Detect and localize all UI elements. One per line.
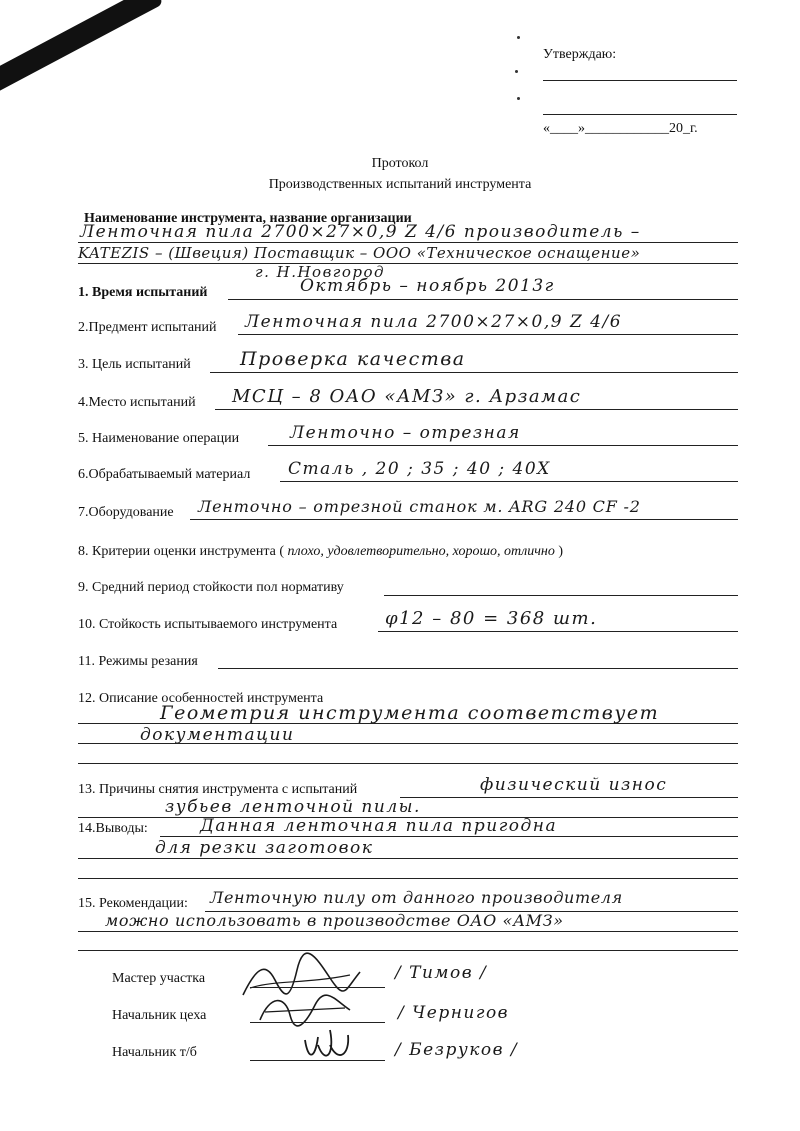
subject-handwriting: Ленточная пила 2700×27×0,9 Z 4/6 (245, 312, 623, 332)
signature-role-master: Мастер участка (112, 971, 206, 986)
approval-label: Утверждаю: (543, 47, 617, 62)
recommendations-handwriting-2: можно использовать в производстве ОАО «АМЗ» (105, 911, 564, 930)
signature-name-shop-head: / Чернигов (398, 1003, 510, 1023)
conclusions-label: 14.Выводы: (78, 821, 148, 836)
durability-label: 10. Стойкость испытываемого инструмента (78, 617, 338, 632)
modes-label: 11. Режимы резания (78, 654, 198, 669)
time-label: 1. Время испытаний (78, 285, 208, 300)
signature-line-safety-head (250, 1060, 385, 1061)
removal-label: 13. Причины снятия инструмента с испытаний (78, 782, 358, 797)
approval-line (543, 80, 737, 81)
recommendations-line (78, 931, 738, 932)
description-handwriting-2: документации (140, 725, 295, 745)
equipment-handwriting: Ленточно – отрезной станок м. ARG 240 CF -2 (198, 497, 641, 516)
equipment-line (190, 519, 738, 520)
signature-line-master (250, 987, 385, 988)
goal-label: 3. Цель испытаний (78, 357, 191, 372)
conclusions-line (78, 878, 738, 879)
material-label: 6.Обрабатываемый материал (78, 467, 251, 482)
conclusions-line (160, 836, 738, 837)
removal-handwriting-2: зубьев ленточной пилы. (165, 797, 421, 817)
signature-name-safety-head: / Безруков / (395, 1040, 519, 1060)
description-line (78, 743, 738, 744)
modes-line (218, 668, 738, 669)
period-line (384, 595, 738, 596)
criteria-label: 8. Критерии оценки инструмента ( (78, 544, 284, 559)
material-line (280, 481, 738, 482)
criteria-close: ) (558, 544, 564, 559)
operation-handwriting: Ленточно – отрезная (290, 423, 521, 443)
tool-name-handwriting-2: KATEZIS – (Швеция) Поставщик – ООО «Техническое оснащение» (78, 244, 641, 262)
tool-name-handwriting-3: г. Н.Новгород (255, 263, 386, 281)
goal-handwriting: Проверка качества (240, 348, 466, 370)
tool-name-label: Наименование инструмента, название организации (84, 211, 412, 226)
recommendations-line (78, 950, 738, 951)
subject-label: 2.Предмент испытаний (78, 320, 217, 335)
document-subtitle: Производственных испытаний инструмента (268, 177, 532, 192)
tool-name-handwriting-1: Ленточная пила 2700×27×0,9 Z 4/6 производитель – (80, 222, 641, 242)
removal-handwriting-1: физический износ (480, 775, 668, 795)
conclusions-handwriting-2: для резки заготовок (155, 838, 374, 858)
recommendations-handwriting-1: Ленточную пилу от данного производителя (210, 888, 623, 907)
conclusions-handwriting-1: Данная ленточная пила пригодна (200, 816, 558, 836)
durability-handwriting: φ12 – 80 = 368 шт. (385, 608, 598, 629)
description-line (78, 723, 738, 724)
approval-date: «____»____________20_г. (543, 121, 698, 136)
operation-line (268, 445, 738, 446)
description-line (78, 763, 738, 764)
approval-line (543, 114, 737, 115)
place-line (215, 409, 738, 410)
removal-line (400, 797, 738, 798)
signature-scribble-shop-head (255, 990, 355, 1030)
description-label: 12. Описание особенностей инструмента (78, 691, 324, 706)
time-line (228, 299, 738, 300)
scan-speck (517, 36, 520, 39)
tool-name-line (78, 263, 738, 264)
criteria-options: плохо, удовлетворительно, хорошо, отлично (287, 544, 555, 559)
scan-speck (517, 97, 520, 100)
description-handwriting-1: Геометрия инструмента соответствует (160, 702, 660, 724)
place-handwriting: МСЦ – 8 ОАО «АМЗ» г. Арзамас (232, 386, 582, 407)
subject-line (238, 334, 738, 335)
signature-line-shop-head (250, 1022, 385, 1023)
document-title: Протокол (371, 156, 429, 171)
equipment-label: 7.Оборудование (78, 505, 174, 520)
signature-scribble-safety-head (300, 1025, 360, 1070)
criteria-row (78, 544, 563, 560)
recommendations-label: 15. Рекомендации: (78, 896, 188, 911)
scan-speck (515, 70, 518, 73)
signature-role-safety-head: Начальник т/б (112, 1045, 197, 1060)
period-label: 9. Средний период стойкости пол нормативу (78, 580, 344, 595)
signature-name-master: / Тимов / (395, 963, 488, 983)
signature-role-shop-head: Начальник цеха (112, 1008, 207, 1023)
durability-line (378, 631, 738, 632)
goal-line (210, 372, 738, 373)
scan-edge-artifact (0, 0, 163, 98)
operation-label: 5. Наименование операции (78, 431, 240, 446)
place-label: 4.Место испытаний (78, 395, 196, 410)
time-handwriting: Октябрь – ноябрь 2013г (300, 276, 555, 296)
material-handwriting: Сталь , 20 ; 35 ; 40 ; 40Х (288, 459, 551, 479)
conclusions-line (78, 858, 738, 859)
